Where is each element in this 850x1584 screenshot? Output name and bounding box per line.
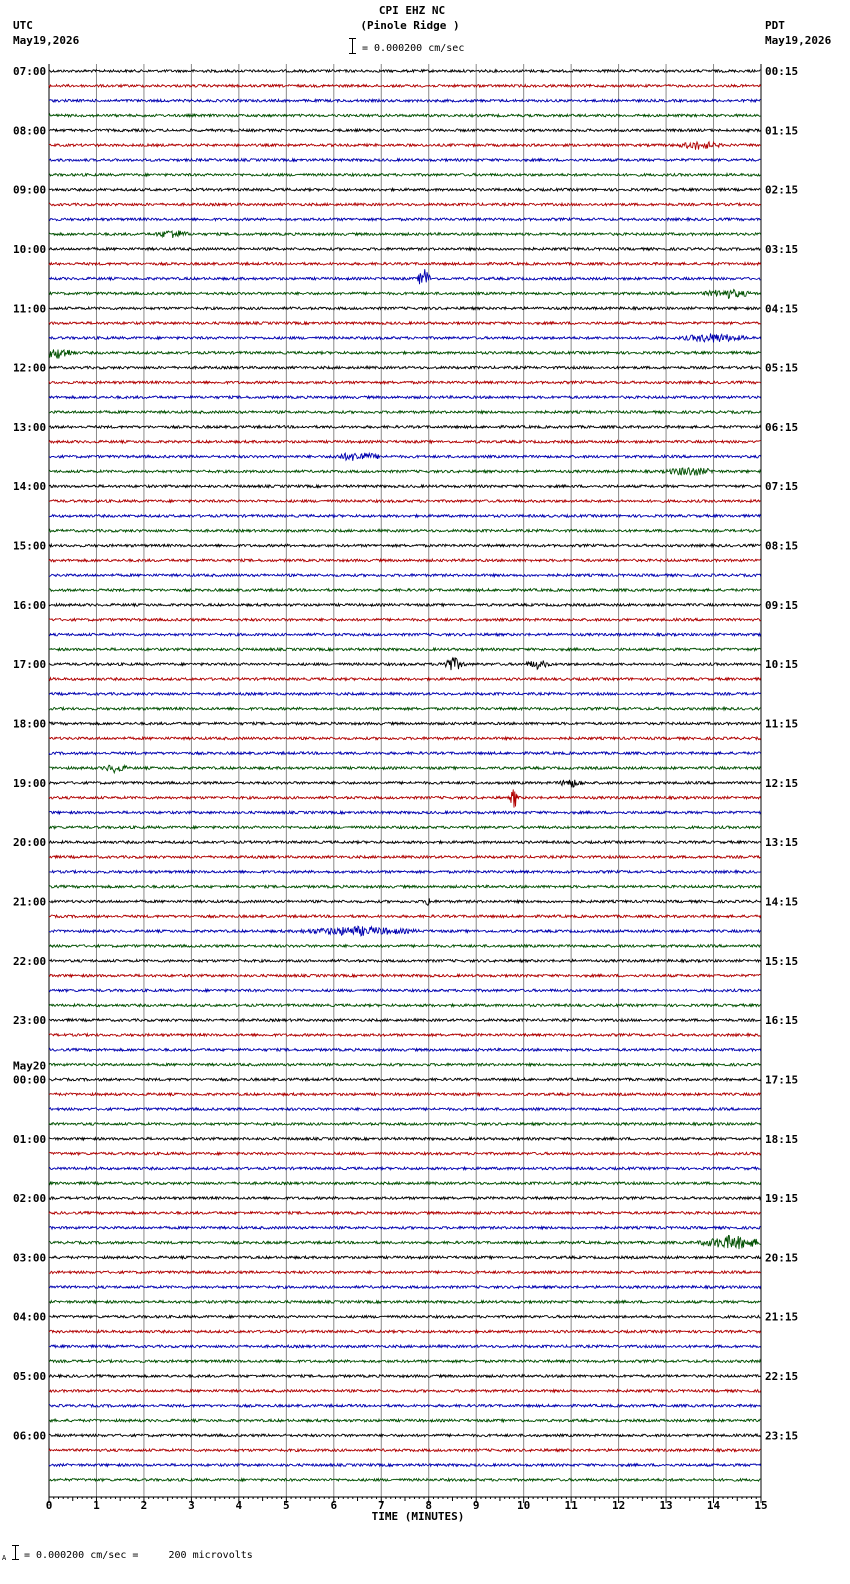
x-tick-label: 7 — [377, 1499, 385, 1512]
pdt-hour-label: 10:15 — [765, 658, 799, 672]
seismic-trace — [49, 1256, 761, 1259]
seismic-trace — [49, 898, 761, 905]
pdt-hour-label: 16:15 — [765, 1014, 799, 1028]
footer-prefix: A — [2, 1554, 7, 1562]
station-location: (Pinole Ridge ) — [360, 19, 460, 32]
utc-hour-label: 07:00 — [13, 65, 47, 78]
x-axis-title: TIME (MINUTES) — [371, 1510, 465, 1523]
seismic-trace — [49, 1330, 761, 1333]
utc-hour-label: 18:00 — [13, 717, 47, 731]
pdt-hour-label: 00:15 — [765, 65, 799, 78]
seismic-trace — [49, 559, 761, 562]
seismic-trace — [49, 1197, 761, 1200]
seismic-trace — [49, 515, 761, 518]
x-tick-label: 1 — [93, 1499, 100, 1512]
seismic-trace — [49, 142, 761, 150]
seismic-trace — [49, 411, 761, 414]
seismic-trace — [49, 960, 761, 963]
utc-hour-label: 01:00 — [13, 1132, 47, 1146]
utc-hour-label: 17:00 — [13, 658, 47, 672]
seismic-trace — [49, 1345, 761, 1348]
seismic-trace — [49, 780, 761, 787]
utc-hour-label: 19:00 — [13, 776, 47, 790]
seismic-trace — [49, 737, 761, 740]
footer-scale-bar-icon — [15, 1545, 16, 1560]
seismic-trace — [49, 1449, 761, 1452]
pdt-hour-label: 12:15 — [765, 776, 799, 790]
seismic-trace — [49, 657, 761, 670]
footer-scale-label: = 0.000200 cm/sec = 200 microvolts — [24, 1550, 253, 1561]
seismic-trace — [49, 366, 761, 369]
seismic-trace — [49, 269, 761, 284]
seismic-trace — [49, 188, 761, 191]
seismic-trace — [49, 1404, 761, 1407]
x-tick-label: 10 — [517, 1499, 531, 1512]
x-tick-label: 5 — [283, 1499, 290, 1512]
utc-hour-label: 13:00 — [13, 420, 47, 434]
utc-hour-label: 08:00 — [13, 124, 47, 138]
seismic-trace — [49, 707, 761, 710]
seismic-trace — [49, 440, 761, 443]
seismic-trace — [49, 468, 761, 476]
pdt-hour-label: 02:15 — [765, 183, 799, 197]
seismic-trace — [49, 871, 761, 874]
pdt-hour-label: 05:15 — [765, 361, 799, 375]
seismic-trace — [49, 618, 761, 621]
seismic-trace — [49, 129, 761, 132]
seismic-trace — [49, 604, 761, 607]
seismic-trace — [49, 915, 761, 918]
left-date: May19,2026 — [13, 34, 80, 47]
left-timezone: UTC — [13, 19, 33, 32]
utc-hour-label: 20:00 — [13, 836, 47, 850]
seismic-trace — [49, 1123, 761, 1126]
station-title: CPI EHZ NC — [378, 4, 446, 17]
seismic-trace — [49, 1019, 761, 1022]
utc-hour-label: 00:00 — [13, 1073, 47, 1087]
right-timezone: PDT — [765, 19, 785, 32]
seismic-trace — [49, 381, 761, 384]
utc-hour-label: 15:00 — [13, 539, 47, 553]
seismic-trace — [49, 322, 761, 325]
pdt-hour-label: 18:15 — [765, 1132, 799, 1146]
seismic-trace — [49, 633, 761, 636]
seismic-trace — [49, 1137, 761, 1140]
seismic-trace — [49, 789, 761, 807]
seismic-trace — [49, 1375, 761, 1378]
seismic-trace — [49, 218, 761, 221]
seismic-trace — [49, 159, 761, 162]
seismic-trace — [49, 1286, 761, 1289]
seismic-trace — [49, 1390, 761, 1393]
pdt-hour-label: 23:15 — [765, 1429, 799, 1443]
seismic-trace — [49, 885, 761, 888]
seismic-trace — [49, 396, 761, 399]
seismic-trace — [49, 1034, 761, 1037]
x-tick-label: 3 — [188, 1499, 195, 1512]
x-tick-label: 8 — [425, 1499, 433, 1512]
seismic-trace — [49, 989, 761, 992]
seismic-trace — [49, 678, 761, 681]
seismic-trace — [49, 1212, 761, 1215]
utc-hour-label: 16:00 — [13, 598, 47, 612]
seismic-trace — [49, 826, 761, 829]
seismic-trace — [49, 1235, 761, 1249]
x-tick-label: 14 — [706, 1499, 721, 1512]
pdt-hour-label: 17:15 — [765, 1073, 799, 1087]
x-tick-label: 4 — [235, 1499, 243, 1512]
seismic-trace — [49, 974, 761, 977]
pdt-hour-label: 06:15 — [765, 420, 799, 434]
seismic-trace — [49, 203, 761, 206]
seismic-trace — [49, 589, 761, 592]
seismic-trace — [49, 722, 761, 725]
seismic-trace — [49, 1167, 761, 1170]
seismic-trace — [49, 811, 761, 814]
seismic-trace — [49, 1004, 761, 1007]
x-tick-label: 11 — [564, 1499, 578, 1512]
seismic-trace — [49, 453, 761, 461]
seismic-trace — [49, 1152, 761, 1155]
seismic-trace — [49, 648, 761, 651]
pdt-hour-label: 22:15 — [765, 1370, 799, 1384]
seismic-trace — [49, 945, 761, 948]
seismic-trace — [49, 426, 761, 429]
utc-hour-label: 09:00 — [13, 183, 47, 197]
utc-hour-label: 05:00 — [13, 1370, 47, 1384]
pdt-hour-label: 09:15 — [765, 598, 799, 612]
utc-hour-label: 04:00 — [13, 1310, 47, 1324]
seismic-trace — [49, 926, 761, 936]
x-tick-label: 12 — [611, 1499, 626, 1512]
utc-hour-label: 11:00 — [13, 302, 47, 316]
scale-label: = 0.000200 cm/sec — [362, 43, 465, 54]
pdt-hour-label: 04:15 — [765, 302, 799, 316]
seismic-trace — [49, 1078, 761, 1081]
seismic-trace — [49, 1063, 761, 1066]
seismic-trace — [49, 752, 761, 755]
seismic-trace — [49, 85, 761, 88]
seismic-trace — [49, 1093, 761, 1096]
seismic-trace — [49, 529, 761, 532]
seismic-trace — [49, 333, 761, 342]
seismic-trace — [49, 1182, 761, 1185]
utc-hour-label: 06:00 — [13, 1429, 47, 1443]
pdt-hour-label: 20:15 — [765, 1251, 799, 1265]
seismic-trace — [49, 262, 761, 265]
seismic-trace — [49, 349, 761, 358]
seismic-trace — [49, 1360, 761, 1363]
pdt-hour-label: 03:15 — [765, 242, 799, 256]
seismic-trace — [49, 307, 761, 310]
pdt-hour-label: 01:15 — [765, 124, 799, 138]
utc-hour-label: 21:00 — [13, 895, 47, 909]
pdt-hour-label: 13:15 — [765, 836, 799, 850]
seismic-trace — [49, 1271, 761, 1274]
seismic-trace — [49, 693, 761, 696]
seismic-trace — [49, 230, 761, 237]
seismic-trace — [49, 99, 761, 102]
seismic-trace — [49, 574, 761, 577]
seismic-trace — [49, 248, 761, 251]
pdt-hour-label: 15:15 — [765, 954, 799, 968]
utc-date-change-label: May20 — [13, 1059, 47, 1073]
x-tick-label: 6 — [330, 1499, 338, 1512]
seismic-trace — [49, 841, 761, 844]
seismic-trace — [49, 1301, 761, 1304]
seismic-trace — [49, 500, 761, 503]
x-tick-label: 0 — [45, 1499, 53, 1512]
right-date: May19,2026 — [765, 34, 832, 47]
seismic-trace — [49, 1434, 761, 1437]
seismic-trace — [49, 1479, 761, 1482]
utc-hour-label: 14:00 — [13, 480, 47, 494]
seismic-trace — [49, 114, 761, 117]
seismic-trace — [49, 485, 761, 488]
seismic-trace — [49, 544, 761, 547]
seismic-trace — [49, 1315, 761, 1318]
utc-hour-label: 02:00 — [13, 1192, 47, 1206]
seismic-trace — [49, 174, 761, 177]
pdt-hour-label: 14:15 — [765, 895, 799, 909]
pdt-hour-label: 08:15 — [765, 539, 799, 553]
pdt-hour-label: 07:15 — [765, 480, 799, 494]
seismic-trace — [49, 1464, 761, 1467]
seismic-trace — [49, 1108, 761, 1111]
pdt-hour-label: 19:15 — [765, 1192, 799, 1206]
x-tick-label: 15 — [754, 1499, 768, 1512]
utc-hour-label: 23:00 — [13, 1014, 47, 1028]
utc-hour-label: 12:00 — [13, 361, 47, 375]
x-tick-label: 13 — [659, 1499, 673, 1512]
seismic-trace — [49, 1226, 761, 1229]
pdt-hour-label: 11:15 — [765, 717, 799, 731]
x-tick-label: 2 — [140, 1499, 148, 1512]
seismic-trace — [49, 1048, 761, 1051]
utc-hour-label: 22:00 — [13, 954, 47, 968]
seismic-trace — [49, 765, 761, 773]
seismic-trace — [49, 1419, 761, 1422]
pdt-hour-label: 21:15 — [765, 1310, 799, 1324]
utc-hour-label: 10:00 — [13, 242, 47, 256]
x-tick-label: 9 — [472, 1499, 480, 1512]
seismic-trace — [49, 70, 761, 73]
utc-hour-label: 03:00 — [13, 1251, 47, 1265]
seismic-trace — [49, 289, 761, 298]
seismic-trace — [49, 856, 761, 859]
